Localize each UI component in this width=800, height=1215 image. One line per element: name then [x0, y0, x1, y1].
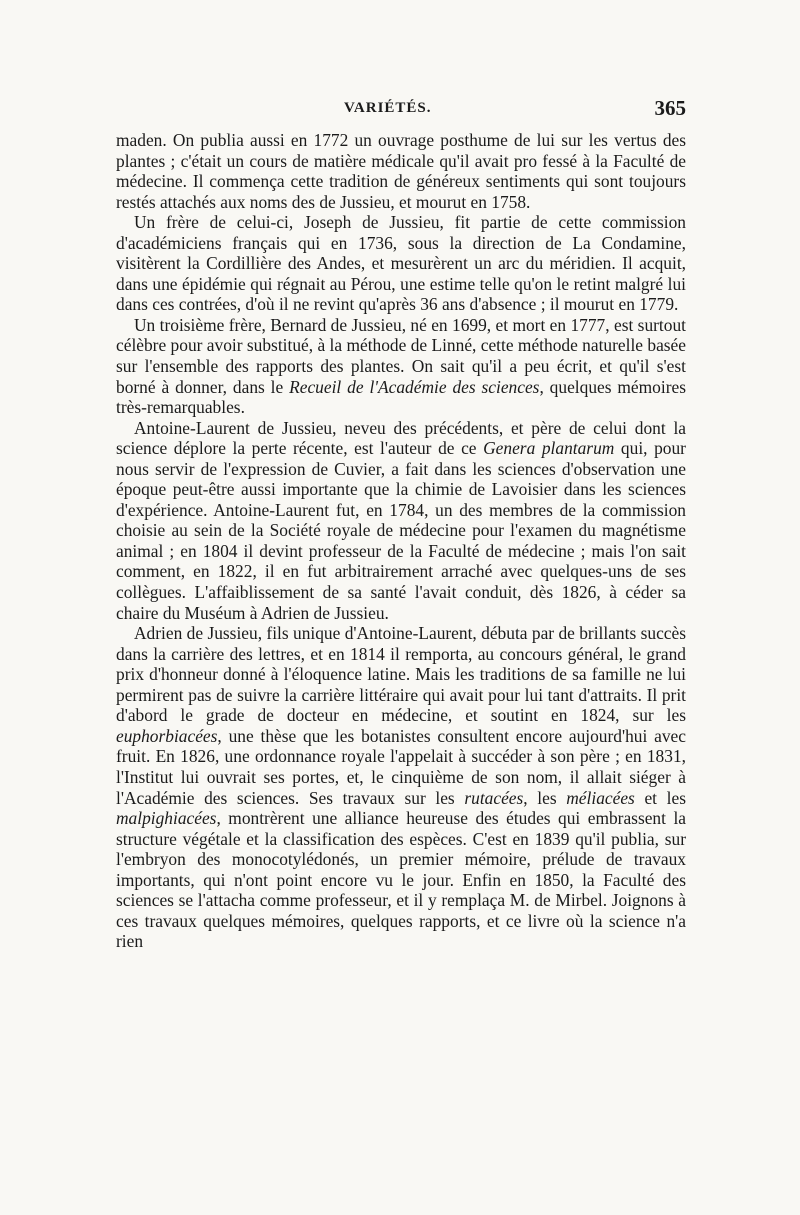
paragraph-text: Adrien de Jussieu, fils unique d'Antoine-Laurent, débuta par de brillants succès dans la carrière des lettres, et en 1814 il remporta, au concours général, le grand prix d'honneur donné à l'éloquence latine. Mais les traditions de sa famille ne lui permirent pas de suivre la carrière littéraire qui avait pour lui tant d'attraits. Il prit d'abord le grade de docteur en médecine, et soutint en 1824, sur les [116, 623, 686, 726]
paragraph-5 [116, 623, 686, 952]
paragraph-3 [116, 315, 686, 418]
italic-title: Recueil de l'Académie des sciences [289, 376, 540, 397]
italic-term: euphorbiacées [116, 725, 218, 746]
page-number: 365 [654, 96, 686, 120]
paragraph-text: Un frère de celui-ci, Joseph de Jussieu, fit partie de cette commission d'académiciens français qui en 1736, sous la direction de La Condamine, visitèrent la Cordillière des Andes, et mesurèrent un arc du méridien. Il acquit, dans une épidémie qui régnait au Pérou, une estime telle qu'on le retint malgré lui dans ces contrées, d'où il ne revint qu'après 36 ans d'absence ; il mourut en 1779. [116, 212, 686, 315]
paragraph-text: Antoine-Laurent de Jussieu, neveu des précédents, et père de celui dont la science déplore la perte récente, est l'auteur de ce [116, 417, 686, 459]
italic-term: rutacées [464, 787, 524, 808]
paragraph-text: , montrèrent une alliance heureuse des études qui embrassent la structure végétale et la classification des espèces. C'est en 1839 qu'il publia, sur l'embryon des monocotylédonés, un premier mémoire, prélude de travaux importants, qui n'ont point encore vu le jour. Enfin en 1850, la Faculté des sciences se l'attacha comme professeur, et il y remplaça M. de Mirbel. Joignons à ces travaux quelques mémoires, quelques rapports, et ce livre où la science n'a rien [116, 808, 686, 952]
italic-term: malpighiacées [116, 808, 217, 829]
paragraph-text: , une thèse que les botanistes consultent encore aujourd'hui avec fruit. En 1826, une ordonnance royale l'appelait à succéder à son père ; en 1831, l'Institut lui ouvrait ses portes, et, le cinquième de son nom, il allait siéger à l'Académie des sciences. Ses travaux sur les [116, 725, 686, 808]
body-text [116, 130, 686, 952]
italic-title: Genera plantarum [483, 438, 615, 459]
running-title: VARIÉTÉS. [344, 100, 432, 116]
paragraph-text: , quelques mémoires très-remarquables. [116, 376, 686, 418]
paragraph-2 [116, 212, 686, 315]
paragraph-text: maden. On publia aussi en 1772 un ouvrage posthume de lui sur les vertus des plantes ; c'était un cours de matière médicale qu'il avait pro fessé à la Faculté de médecine. Il commença cette tradition de généreux sentiments qui sont toujours restés attachés aux noms des de Jussieu, et mourut en 1758. [116, 130, 686, 212]
paragraph-text: Un troisième frère, Bernard de Jussieu, né en 1699, et mort en 1777, est surtout célèbre pour avoir substitué, à la méthode de Linné, cette méthode naturelle basée sur l'ensemble des rapports des plantes. On sait qu'il a peu écrit, et qu'il s'est borné à donner, dans le [116, 314, 686, 397]
running-header [116, 96, 686, 126]
paragraph-text: , les [523, 787, 567, 808]
paragraph-text: et les [634, 787, 686, 808]
paragraph-4 [116, 418, 686, 623]
paragraph-text: qui, pour nous servir de l'expression de Cuvier, a fait dans les sciences d'observation une époque peut-être aussi importante que la chimie de Lavoisier dans les sciences d'expérience. Antoine-Laurent fut, en 1784, un des membres de la commission choisie au sein de la Société royale de médecine pour l'examen du magnétisme animal ; en 1804 il devint professeur de la Faculté de médecine ; mais l'on sait comment, en 1822, il en fut arbitrairement arraché avec quelques-uns de ses collègues. L'affaiblissement de sa santé l'avait conduit, dès 1826, à céder sa chaire du Muséum à Adrien de Jussieu. [116, 438, 686, 623]
italic-term: méliacées [566, 787, 635, 808]
paragraph-1 [116, 130, 686, 212]
